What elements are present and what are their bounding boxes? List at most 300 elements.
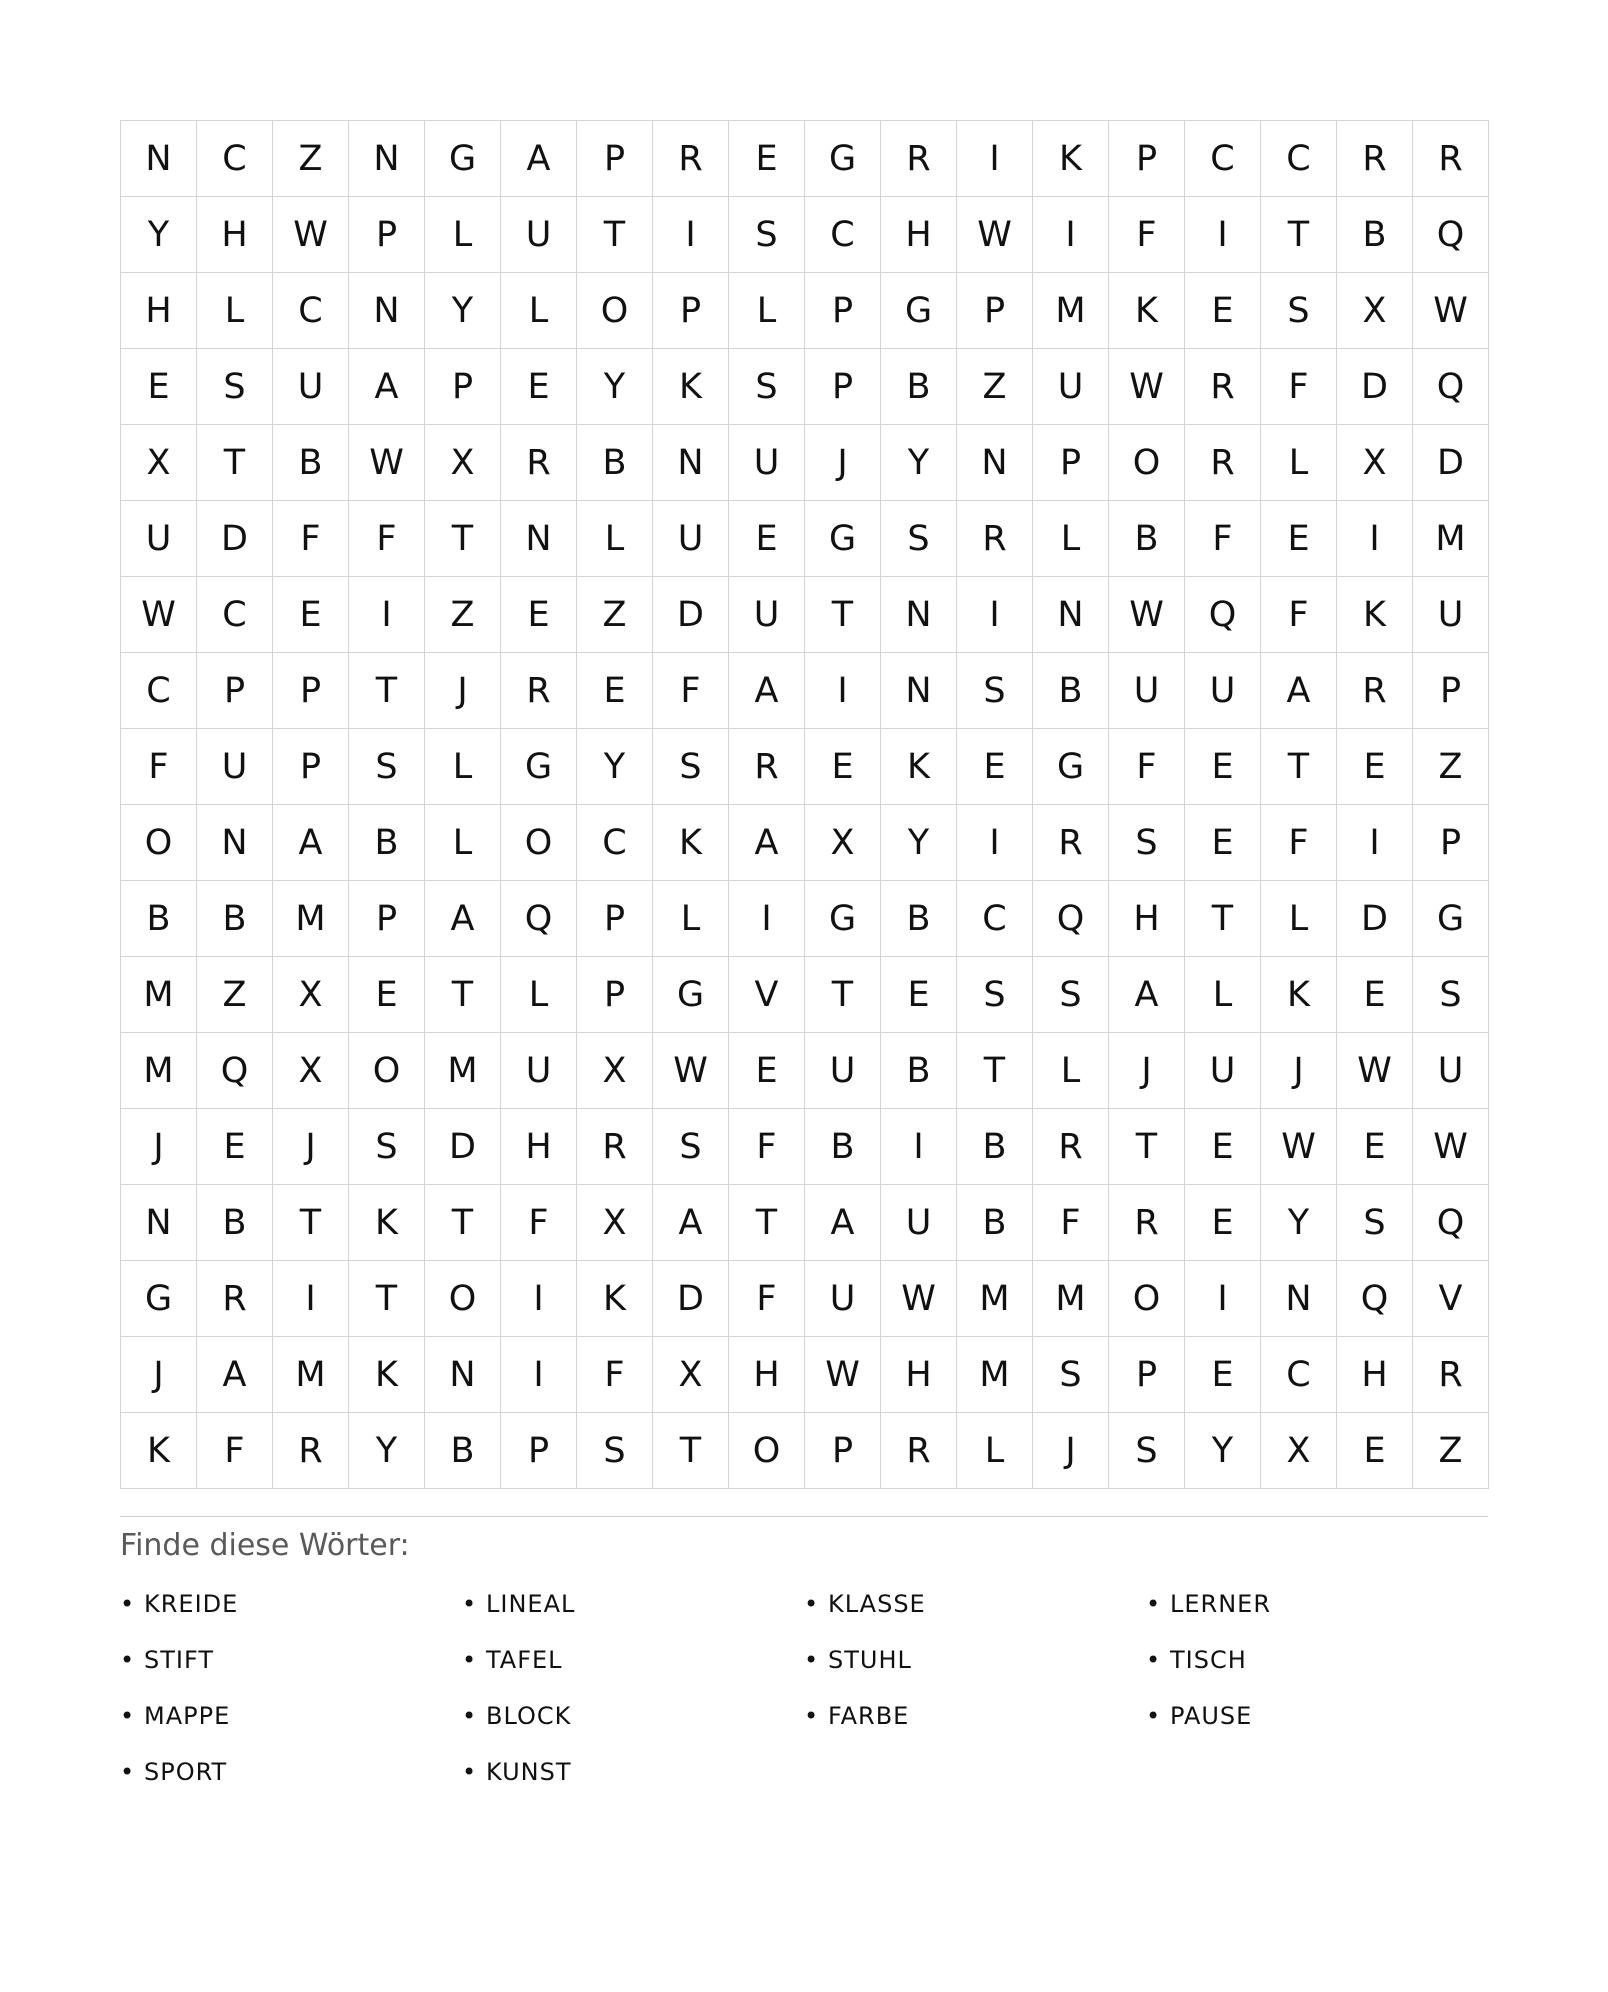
grid-cell[interactable]: I [1185,197,1261,273]
grid-cell[interactable]: Q [1337,1261,1413,1337]
grid-cell[interactable]: F [653,653,729,729]
grid-cell[interactable]: R [1185,425,1261,501]
grid-cell[interactable]: S [1109,805,1185,881]
grid-cell[interactable]: L [1261,425,1337,501]
grid-cell[interactable]: Z [273,121,349,197]
grid-cell[interactable]: X [1337,425,1413,501]
grid-cell[interactable]: U [729,425,805,501]
grid-cell[interactable]: A [1261,653,1337,729]
grid-cell[interactable]: X [273,957,349,1033]
grid-cell[interactable]: J [121,1337,197,1413]
grid-cell[interactable]: J [1033,1413,1109,1489]
grid-cell[interactable]: H [729,1337,805,1413]
grid-cell[interactable]: T [273,1185,349,1261]
grid-cell[interactable]: A [501,121,577,197]
grid-cell[interactable]: E [1185,805,1261,881]
grid-cell[interactable]: U [121,501,197,577]
grid-cell[interactable]: E [1185,1109,1261,1185]
grid-cell[interactable]: X [653,1337,729,1413]
grid-cell[interactable]: S [1033,957,1109,1033]
grid-cell[interactable]: I [729,881,805,957]
grid-cell[interactable]: U [197,729,273,805]
grid-cell[interactable]: F [577,1337,653,1413]
grid-cell[interactable]: C [805,197,881,273]
grid-cell[interactable]: X [1337,273,1413,349]
grid-cell[interactable]: E [1185,273,1261,349]
grid-cell[interactable]: B [881,881,957,957]
grid-cell[interactable]: W [881,1261,957,1337]
grid-cell[interactable]: J [1109,1033,1185,1109]
grid-cell[interactable]: M [425,1033,501,1109]
grid-cell[interactable]: E [1261,501,1337,577]
grid-cell[interactable]: P [1033,425,1109,501]
grid-cell[interactable]: B [273,425,349,501]
grid-cell[interactable]: R [881,1413,957,1489]
grid-cell[interactable]: I [957,577,1033,653]
grid-cell[interactable]: O [501,805,577,881]
grid-cell[interactable]: H [881,197,957,273]
grid-cell[interactable]: B [1033,653,1109,729]
grid-cell[interactable]: K [349,1337,425,1413]
grid-cell[interactable]: G [805,881,881,957]
grid-cell[interactable]: E [121,349,197,425]
grid-cell[interactable]: I [957,805,1033,881]
grid-cell[interactable]: T [197,425,273,501]
grid-cell[interactable]: B [881,349,957,425]
grid-cell[interactable]: T [653,1413,729,1489]
grid-cell[interactable]: F [349,501,425,577]
grid-cell[interactable]: B [577,425,653,501]
grid-cell[interactable]: Q [501,881,577,957]
grid-cell[interactable]: I [501,1337,577,1413]
grid-cell[interactable]: C [1261,1337,1337,1413]
grid-cell[interactable]: Q [1185,577,1261,653]
grid-cell[interactable]: X [577,1185,653,1261]
grid-cell[interactable]: K [121,1413,197,1489]
grid-cell[interactable]: V [729,957,805,1033]
grid-cell[interactable]: L [501,273,577,349]
grid-cell[interactable]: I [1337,501,1413,577]
grid-cell[interactable]: I [273,1261,349,1337]
grid-cell[interactable]: J [425,653,501,729]
grid-cell[interactable]: G [501,729,577,805]
grid-cell[interactable]: A [273,805,349,881]
grid-cell[interactable]: B [425,1413,501,1489]
grid-cell[interactable]: N [425,1337,501,1413]
grid-cell[interactable]: S [957,957,1033,1033]
grid-cell[interactable]: S [1337,1185,1413,1261]
grid-cell[interactable]: N [121,1185,197,1261]
grid-cell[interactable]: Q [1413,349,1489,425]
grid-cell[interactable]: Y [349,1413,425,1489]
grid-cell[interactable]: L [1033,501,1109,577]
grid-cell[interactable]: F [501,1185,577,1261]
grid-cell[interactable]: N [197,805,273,881]
grid-cell[interactable]: E [1185,729,1261,805]
grid-cell[interactable]: N [653,425,729,501]
grid-cell[interactable]: S [1109,1413,1185,1489]
grid-cell[interactable]: G [121,1261,197,1337]
grid-cell[interactable]: E [957,729,1033,805]
grid-cell[interactable]: C [1261,121,1337,197]
grid-cell[interactable]: U [1413,1033,1489,1109]
grid-cell[interactable]: I [1337,805,1413,881]
grid-cell[interactable]: G [805,501,881,577]
grid-cell[interactable]: Y [881,805,957,881]
grid-cell[interactable]: Z [957,349,1033,425]
grid-cell[interactable]: F [729,1109,805,1185]
grid-cell[interactable]: Y [1261,1185,1337,1261]
grid-cell[interactable]: L [957,1413,1033,1489]
grid-cell[interactable]: L [501,957,577,1033]
grid-cell[interactable]: A [729,653,805,729]
grid-cell[interactable]: O [121,805,197,881]
grid-cell[interactable]: R [1033,805,1109,881]
grid-cell[interactable]: C [957,881,1033,957]
grid-cell[interactable]: U [729,577,805,653]
grid-cell[interactable]: U [501,197,577,273]
grid-cell[interactable]: P [349,881,425,957]
grid-cell[interactable]: E [1337,729,1413,805]
grid-cell[interactable]: N [1261,1261,1337,1337]
grid-cell[interactable]: Y [1185,1413,1261,1489]
grid-cell[interactable]: B [805,1109,881,1185]
grid-cell[interactable]: T [577,197,653,273]
grid-cell[interactable]: K [1261,957,1337,1033]
grid-cell[interactable]: G [425,121,501,197]
grid-cell[interactable]: O [577,273,653,349]
grid-cell[interactable]: N [957,425,1033,501]
grid-cell[interactable]: R [1413,1337,1489,1413]
grid-cell[interactable]: L [729,273,805,349]
grid-cell[interactable]: L [197,273,273,349]
grid-cell[interactable]: P [577,881,653,957]
grid-cell[interactable]: X [805,805,881,881]
grid-cell[interactable]: I [349,577,425,653]
grid-cell[interactable]: K [1337,577,1413,653]
grid-cell[interactable]: F [1109,729,1185,805]
grid-cell[interactable]: C [577,805,653,881]
grid-cell[interactable]: T [349,653,425,729]
grid-cell[interactable]: S [729,197,805,273]
grid-cell[interactable]: K [349,1185,425,1261]
grid-cell[interactable]: L [653,881,729,957]
grid-cell[interactable]: L [1185,957,1261,1033]
grid-cell[interactable]: Z [1413,1413,1489,1489]
grid-cell[interactable]: I [805,653,881,729]
grid-cell[interactable]: C [273,273,349,349]
grid-cell[interactable]: B [197,1185,273,1261]
grid-cell[interactable]: M [1033,273,1109,349]
grid-cell[interactable]: A [729,805,805,881]
grid-cell[interactable]: R [1109,1185,1185,1261]
grid-cell[interactable]: O [425,1261,501,1337]
grid-cell[interactable]: T [1185,881,1261,957]
grid-cell[interactable]: N [349,121,425,197]
grid-cell[interactable]: W [273,197,349,273]
grid-cell[interactable]: Z [1413,729,1489,805]
grid-cell[interactable]: U [1033,349,1109,425]
grid-cell[interactable]: C [121,653,197,729]
grid-cell[interactable]: U [805,1033,881,1109]
grid-cell[interactable]: Z [425,577,501,653]
grid-cell[interactable]: M [957,1337,1033,1413]
grid-cell[interactable]: H [121,273,197,349]
grid-cell[interactable]: U [653,501,729,577]
grid-cell[interactable]: R [1033,1109,1109,1185]
grid-cell[interactable]: E [349,957,425,1033]
grid-cell[interactable]: F [197,1413,273,1489]
grid-cell[interactable]: E [1337,1109,1413,1185]
grid-cell[interactable]: E [577,653,653,729]
grid-cell[interactable]: K [881,729,957,805]
grid-cell[interactable]: X [273,1033,349,1109]
grid-cell[interactable]: K [653,349,729,425]
grid-cell[interactable]: R [1337,653,1413,729]
grid-cell[interactable]: O [1109,1261,1185,1337]
grid-cell[interactable]: Q [197,1033,273,1109]
grid-cell[interactable]: W [805,1337,881,1413]
grid-cell[interactable]: R [1413,121,1489,197]
grid-cell[interactable]: R [957,501,1033,577]
grid-cell[interactable]: F [1261,577,1337,653]
grid-cell[interactable]: B [957,1109,1033,1185]
grid-cell[interactable]: Q [1033,881,1109,957]
grid-cell[interactable]: B [957,1185,1033,1261]
grid-cell[interactable]: U [1185,653,1261,729]
grid-cell[interactable]: P [805,1413,881,1489]
grid-cell[interactable]: J [121,1109,197,1185]
grid-cell[interactable]: I [501,1261,577,1337]
grid-cell[interactable]: M [273,881,349,957]
grid-cell[interactable]: J [805,425,881,501]
grid-cell[interactable]: R [653,121,729,197]
grid-cell[interactable]: Z [577,577,653,653]
grid-cell[interactable]: X [1261,1413,1337,1489]
grid-cell[interactable]: S [729,349,805,425]
grid-cell[interactable]: I [957,121,1033,197]
grid-cell[interactable]: S [197,349,273,425]
grid-cell[interactable]: O [1109,425,1185,501]
grid-cell[interactable]: E [1185,1337,1261,1413]
grid-cell[interactable]: T [805,957,881,1033]
grid-cell[interactable]: W [957,197,1033,273]
grid-cell[interactable]: U [1109,653,1185,729]
grid-cell[interactable]: P [1413,805,1489,881]
grid-cell[interactable]: W [1109,349,1185,425]
grid-cell[interactable]: S [653,729,729,805]
grid-cell[interactable]: G [653,957,729,1033]
grid-cell[interactable]: E [729,121,805,197]
grid-cell[interactable]: M [121,1033,197,1109]
grid-cell[interactable]: W [1109,577,1185,653]
grid-cell[interactable]: H [1337,1337,1413,1413]
grid-cell[interactable]: S [349,729,425,805]
grid-cell[interactable]: S [349,1109,425,1185]
grid-cell[interactable]: P [1413,653,1489,729]
grid-cell[interactable]: P [805,349,881,425]
grid-cell[interactable]: H [501,1109,577,1185]
grid-cell[interactable]: W [1337,1033,1413,1109]
grid-cell[interactable]: S [1261,273,1337,349]
grid-cell[interactable]: K [653,805,729,881]
grid-cell[interactable]: F [729,1261,805,1337]
grid-cell[interactable]: L [425,729,501,805]
grid-cell[interactable]: S [1413,957,1489,1033]
grid-cell[interactable]: E [273,577,349,653]
grid-cell[interactable]: R [577,1109,653,1185]
grid-cell[interactable]: G [1033,729,1109,805]
grid-cell[interactable]: N [501,501,577,577]
grid-cell[interactable]: A [805,1185,881,1261]
grid-cell[interactable]: B [349,805,425,881]
grid-cell[interactable]: F [1185,501,1261,577]
grid-cell[interactable]: W [1413,1109,1489,1185]
grid-cell[interactable]: D [653,1261,729,1337]
grid-cell[interactable]: G [881,273,957,349]
grid-cell[interactable]: I [1033,197,1109,273]
grid-cell[interactable]: B [121,881,197,957]
grid-cell[interactable]: E [729,501,805,577]
grid-cell[interactable]: R [501,653,577,729]
grid-cell[interactable]: R [1337,121,1413,197]
grid-cell[interactable]: Q [1413,1185,1489,1261]
grid-cell[interactable]: C [197,121,273,197]
grid-cell[interactable]: N [881,577,957,653]
grid-cell[interactable]: H [197,197,273,273]
grid-cell[interactable]: R [881,121,957,197]
grid-cell[interactable]: M [957,1261,1033,1337]
grid-cell[interactable]: T [805,577,881,653]
grid-cell[interactable]: N [881,653,957,729]
grid-cell[interactable]: P [653,273,729,349]
grid-cell[interactable]: D [197,501,273,577]
grid-cell[interactable]: X [121,425,197,501]
grid-cell[interactable]: N [349,273,425,349]
grid-cell[interactable]: P [273,653,349,729]
grid-cell[interactable]: L [1033,1033,1109,1109]
grid-cell[interactable]: T [729,1185,805,1261]
grid-cell[interactable]: U [805,1261,881,1337]
grid-cell[interactable]: O [349,1033,425,1109]
grid-cell[interactable]: E [197,1109,273,1185]
grid-cell[interactable]: P [577,957,653,1033]
grid-cell[interactable]: M [1413,501,1489,577]
grid-cell[interactable]: A [197,1337,273,1413]
grid-cell[interactable]: S [653,1109,729,1185]
grid-cell[interactable]: P [349,197,425,273]
grid-cell[interactable]: E [729,1033,805,1109]
grid-cell[interactable]: A [349,349,425,425]
grid-cell[interactable]: I [881,1109,957,1185]
grid-cell[interactable]: G [1413,881,1489,957]
grid-cell[interactable]: T [349,1261,425,1337]
grid-cell[interactable]: H [881,1337,957,1413]
grid-cell[interactable]: E [1337,957,1413,1033]
grid-cell[interactable]: R [1185,349,1261,425]
grid-cell[interactable]: G [805,121,881,197]
grid-cell[interactable]: U [1185,1033,1261,1109]
grid-cell[interactable]: N [121,121,197,197]
grid-cell[interactable]: P [425,349,501,425]
grid-cell[interactable]: A [425,881,501,957]
grid-cell[interactable]: Y [881,425,957,501]
grid-cell[interactable]: L [425,805,501,881]
grid-cell[interactable]: Y [121,197,197,273]
grid-cell[interactable]: B [1337,197,1413,273]
grid-cell[interactable]: L [1261,881,1337,957]
grid-cell[interactable]: X [425,425,501,501]
grid-cell[interactable]: R [501,425,577,501]
grid-cell[interactable]: R [729,729,805,805]
grid-cell[interactable]: W [1261,1109,1337,1185]
grid-cell[interactable]: C [1185,121,1261,197]
grid-cell[interactable]: S [1033,1337,1109,1413]
grid-cell[interactable]: D [1337,881,1413,957]
grid-cell[interactable]: U [1413,577,1489,653]
grid-cell[interactable]: E [501,349,577,425]
grid-cell[interactable]: P [1109,1337,1185,1413]
grid-cell[interactable]: I [653,197,729,273]
grid-cell[interactable]: W [1413,273,1489,349]
grid-cell[interactable]: B [197,881,273,957]
grid-cell[interactable]: R [197,1261,273,1337]
grid-cell[interactable]: S [577,1413,653,1489]
grid-cell[interactable]: H [1109,881,1185,957]
grid-cell[interactable]: T [425,501,501,577]
grid-cell[interactable]: B [881,1033,957,1109]
grid-cell[interactable]: T [957,1033,1033,1109]
grid-cell[interactable]: L [577,501,653,577]
grid-cell[interactable]: B [1109,501,1185,577]
grid-cell[interactable]: M [121,957,197,1033]
grid-cell[interactable]: T [425,957,501,1033]
grid-cell[interactable]: Y [577,729,653,805]
grid-cell[interactable]: X [577,1033,653,1109]
grid-cell[interactable]: F [1033,1185,1109,1261]
grid-cell[interactable]: D [653,577,729,653]
grid-cell[interactable]: J [1261,1033,1337,1109]
grid-cell[interactable]: T [1261,729,1337,805]
grid-cell[interactable]: E [881,957,957,1033]
grid-cell[interactable]: P [1109,121,1185,197]
grid-cell[interactable]: F [121,729,197,805]
grid-cell[interactable]: W [653,1033,729,1109]
grid-cell[interactable]: Z [197,957,273,1033]
grid-cell[interactable]: C [197,577,273,653]
grid-cell[interactable]: P [805,273,881,349]
grid-cell[interactable]: N [1033,577,1109,653]
grid-cell[interactable]: Y [577,349,653,425]
grid-cell[interactable]: U [273,349,349,425]
grid-cell[interactable]: M [273,1337,349,1413]
grid-cell[interactable]: V [1413,1261,1489,1337]
grid-cell[interactable]: O [729,1413,805,1489]
grid-cell[interactable]: E [501,577,577,653]
grid-cell[interactable]: D [1413,425,1489,501]
grid-cell[interactable]: P [501,1413,577,1489]
grid-cell[interactable]: W [121,577,197,653]
grid-cell[interactable]: K [1033,121,1109,197]
grid-cell[interactable]: W [349,425,425,501]
grid-cell[interactable]: S [881,501,957,577]
grid-cell[interactable]: F [1261,349,1337,425]
grid-cell[interactable]: Q [1413,197,1489,273]
grid-cell[interactable]: Y [425,273,501,349]
grid-cell[interactable]: I [1185,1261,1261,1337]
grid-cell[interactable]: A [1109,957,1185,1033]
grid-cell[interactable]: P [957,273,1033,349]
